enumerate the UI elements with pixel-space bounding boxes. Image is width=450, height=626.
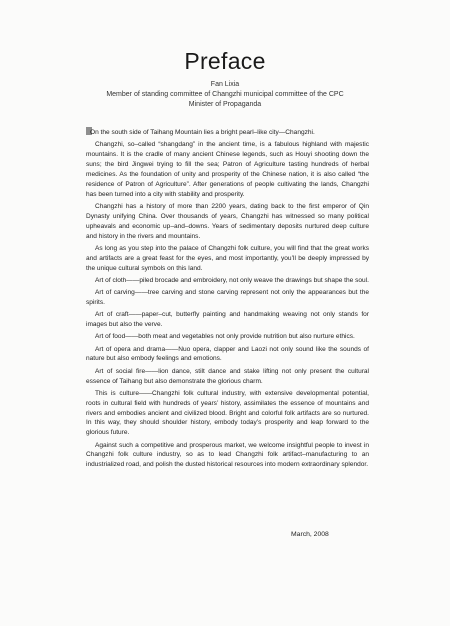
paragraph-6: Art of carving——tree carving and stone carving represent not only the appearances but the spirits. <box>86 289 369 306</box>
author-name: Fan Lixia <box>210 81 240 88</box>
paragraph-3: Changzhi has a history of more than 2200 years, dating back to the first emperor of Qin Dynasty unifying China. Over thousands of years, Changzhi has witnessed so many political upheavals and economic up–and–downs. Years of sedimentary deposits nurtured deep culture and history in the rivers and mountains. <box>86 202 369 240</box>
author-position-line-1: Member of standing committee of Changzhi municipal committee of the CPC <box>106 91 344 98</box>
author-block <box>0 80 450 110</box>
paragraph-2: Changzhi, so–called “shangdang” in the ancient time, is a fabulous highland with majestic mountains. It is the cradle of many ancient Chinese legends, such as Houyi shooting down the suns; the bird Jingwei trying to fill the sea; Patron of Agriculture tasting hundreds of herbal medicines. As the foundation of unity and prosperity of the Chinese nation, it is also called “the residence of Patron of Agriculture”. After generations of people cultivating the lands, Changzhi has been turned into a city with stability and prosperity. <box>86 141 369 198</box>
paragraph-10: Art of social fire——lion dance, stilt dance and stake lifting not only present the cultural essence of Taihang but also demonstrate the glorious charm. <box>86 367 369 385</box>
paragraph-1-text: On the south side of Taihang Mountain lies a bright pearl–like city—Changzhi. <box>90 129 315 136</box>
paragraph-1 <box>86 127 369 138</box>
paragraph-12: Against such a competitive and prosperous market, we welcome insightful people to invest in Changzhi folk culture industry, so as to lead Changzhi folk artifact–manufacturing to an industrialized road, and polish the dusted historical resources into modern extraordinary splendor. <box>86 441 369 469</box>
paragraph-11: This is culture——Changzhi folk cultural industry, with extensive developmental potential, roots in cultural field with hundreds of years’ history, assimilates the essence of mountains and rivers and embodies ancient and civilized blood. Bright and colorful folk artifacts are so nurtured. In this way, they should shoulder history, embody today’s prosperity and leap forward to the glorious future. <box>86 389 369 437</box>
date-line: March, 2008 <box>291 531 329 538</box>
author-position-line-2: Minister of Propaganda <box>188 101 262 108</box>
page-title: Preface <box>184 48 266 74</box>
paragraph-8: Art of food——both meat and vegetables not only provide nutrition but also nurture ethics. <box>95 333 355 341</box>
paragraph-5: Art of cloth——piled brocade and embroidery, not only weave the drawings but shape the soul. <box>95 276 369 284</box>
paragraph-7: Art of craft——paper–cut, butterfly painting and handmaking weaving not only stands for images but also the verve. <box>86 311 369 329</box>
paragraph-4: As long as you step into the palace of Changzhi folk culture, you will find that the great works and artifacts are a great feast for the eyes, and most importantly, you’ll be deeply impressed by the unique cultural symbols on this land. <box>86 244 369 272</box>
preface-body <box>86 127 369 473</box>
paragraph-9: Art of opera and drama——Nuo opera, clapper and Laozi not only sound like the sounds of nature but also embody feelings and emotions. <box>86 345 369 363</box>
